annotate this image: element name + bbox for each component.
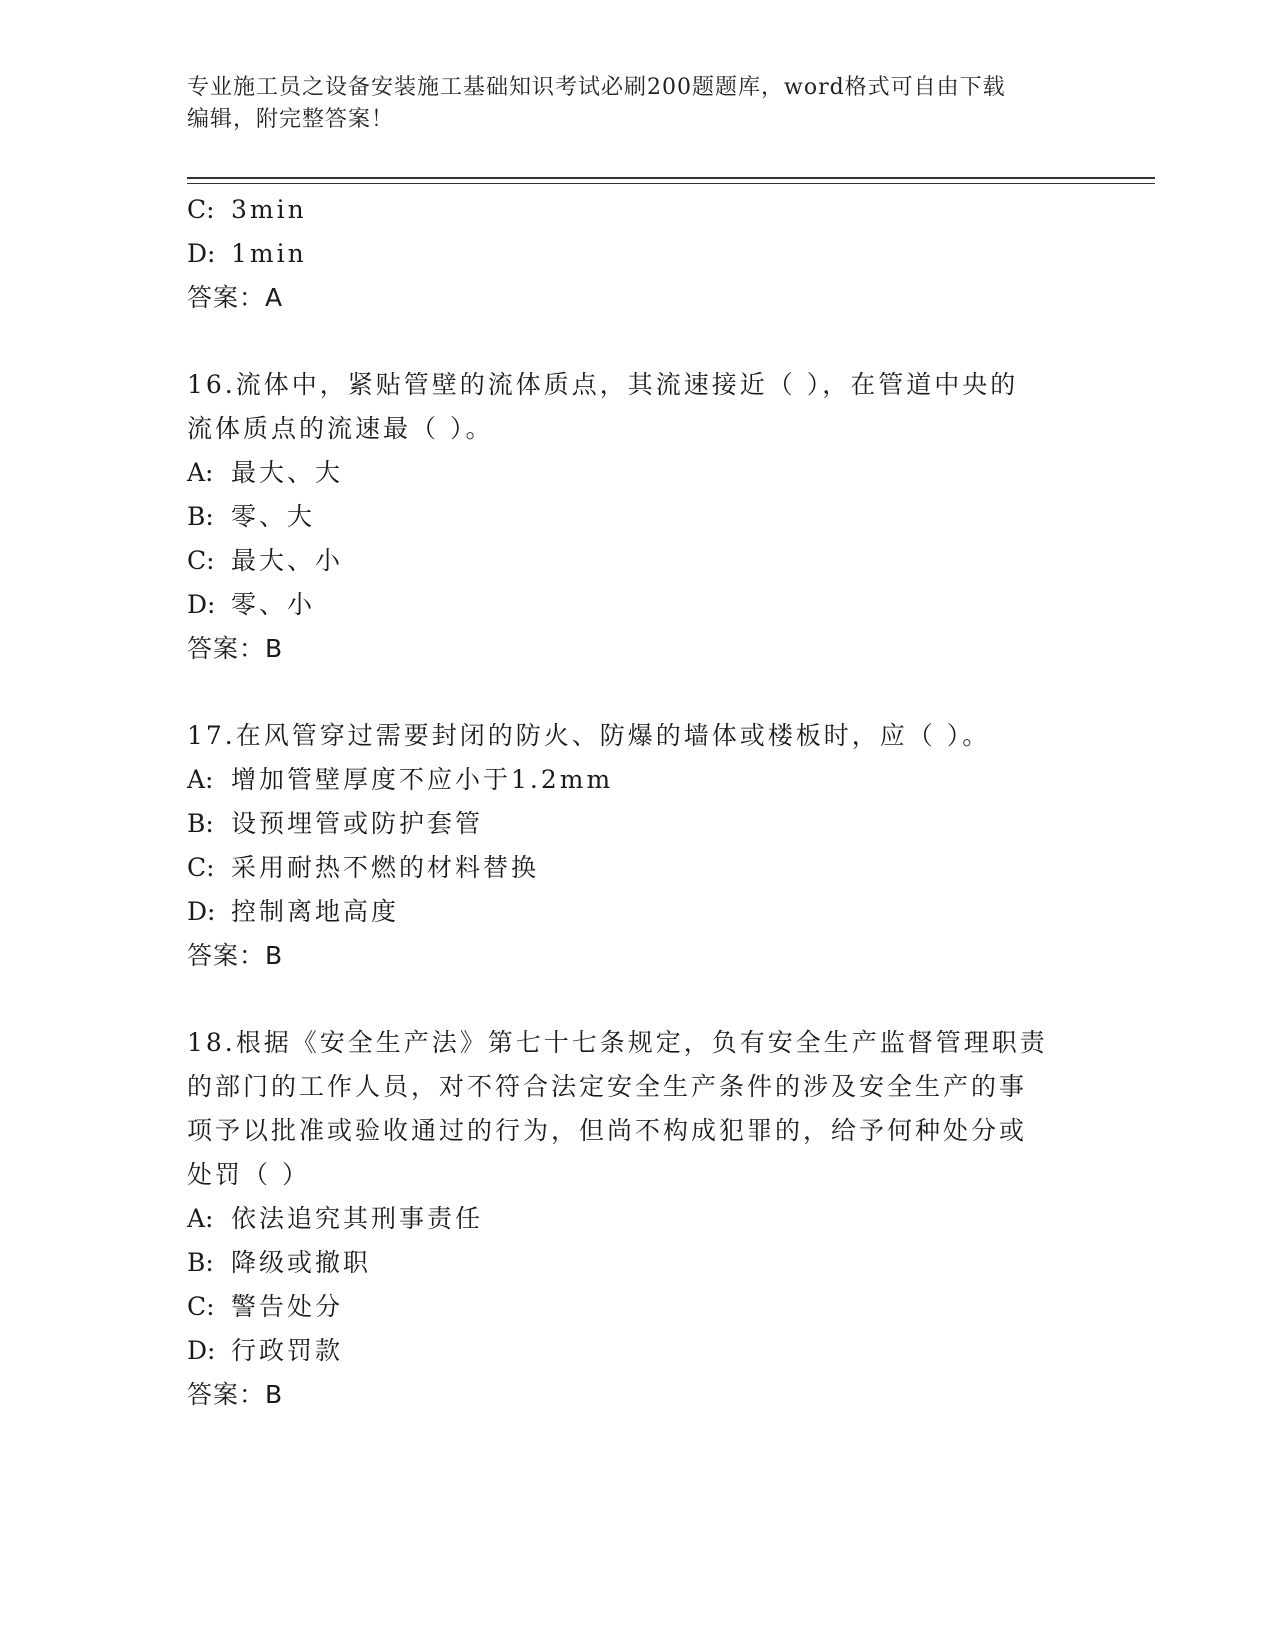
option-text: 3min: [231, 195, 307, 224]
option-letter: C:: [187, 546, 215, 575]
answer-line: 答案：B: [187, 634, 284, 663]
question-stem-line: 流体质点的流速最（ ）。: [187, 414, 494, 443]
question-stem-line: 18.根据《安全生产法》第七十七条规定，负有安全生产监督管理职责: [187, 1028, 1048, 1057]
option-letter: C:: [187, 195, 215, 224]
option-line: [187, 500, 315, 534]
option-line: [187, 237, 307, 271]
option-letter: A:: [187, 458, 214, 487]
option-letter: D:: [187, 897, 216, 926]
option-letter: C:: [187, 1292, 215, 1321]
option-line: [187, 763, 613, 797]
option-letter: A:: [187, 1204, 214, 1233]
answer-line: 答案：A: [187, 283, 284, 312]
option-text: 依法追究其刑事责任: [231, 1204, 484, 1233]
option-line: [187, 1290, 343, 1324]
option-line: [187, 1202, 483, 1236]
question-stem-line: 的部门的工作人员，对不符合法定安全生产条件的涉及安全生产的事: [187, 1072, 1028, 1101]
option-line: [187, 193, 307, 227]
option-line: [187, 456, 343, 490]
option-text: 行政罚款: [231, 1336, 344, 1365]
option-text: 警告处分: [231, 1292, 344, 1321]
question-stem-line: 处罚（ ）: [187, 1160, 310, 1189]
question-stem-line: 17.在风管穿过需要封闭的防火、防爆的墙体或楼板时，应（ ）。: [187, 721, 991, 750]
question-stem-line: 16.流体中，紧贴管壁的流体质点，其流速接近（ ），在管道中央的: [187, 370, 1019, 399]
option-text: 设预埋管或防护套管: [231, 809, 484, 838]
option-text: 最大、大: [231, 458, 344, 487]
option-text: 采用耐热不燃的材料替换: [231, 853, 540, 882]
option-text: 零、小: [231, 590, 316, 619]
option-line: [187, 1334, 343, 1368]
option-line: [187, 851, 539, 885]
question-stem-line: 项予以批准或验收通过的行为，但尚不构成犯罪的，给予何种处分或: [187, 1116, 1028, 1145]
option-letter: B:: [187, 809, 214, 838]
option-letter: B:: [187, 1248, 214, 1277]
answer-line: 答案：B: [187, 1380, 284, 1409]
option-letter: C:: [187, 853, 215, 882]
option-line: [187, 544, 343, 578]
header-line-1: 专业施工员之设备安装施工基础知识考试必刷200题题库，word格式可自由下载: [187, 75, 1006, 100]
header-line-2: 编辑，附完整答案！: [187, 107, 395, 132]
option-letter: D:: [187, 1336, 216, 1365]
header-divider-thin: [187, 183, 1155, 184]
option-letter: B:: [187, 502, 214, 531]
option-line: [187, 895, 399, 929]
option-letter: D:: [187, 590, 216, 619]
option-text: 控制离地高度: [231, 897, 400, 926]
option-text: 降级或撤职: [231, 1248, 372, 1277]
option-line: [187, 1246, 371, 1280]
option-text: 增加管壁厚度不应小于1.2mm: [231, 765, 614, 794]
option-letter: D:: [187, 239, 216, 268]
option-line: [187, 588, 315, 622]
answer-line: 答案：B: [187, 941, 284, 970]
header-divider-thick: [187, 177, 1155, 179]
option-letter: A:: [187, 765, 214, 794]
option-text: 零、大: [231, 502, 316, 531]
option-line: [187, 807, 483, 841]
option-text: 最大、小: [231, 546, 344, 575]
option-text: 1min: [231, 239, 307, 268]
document-header: [187, 72, 1067, 136]
